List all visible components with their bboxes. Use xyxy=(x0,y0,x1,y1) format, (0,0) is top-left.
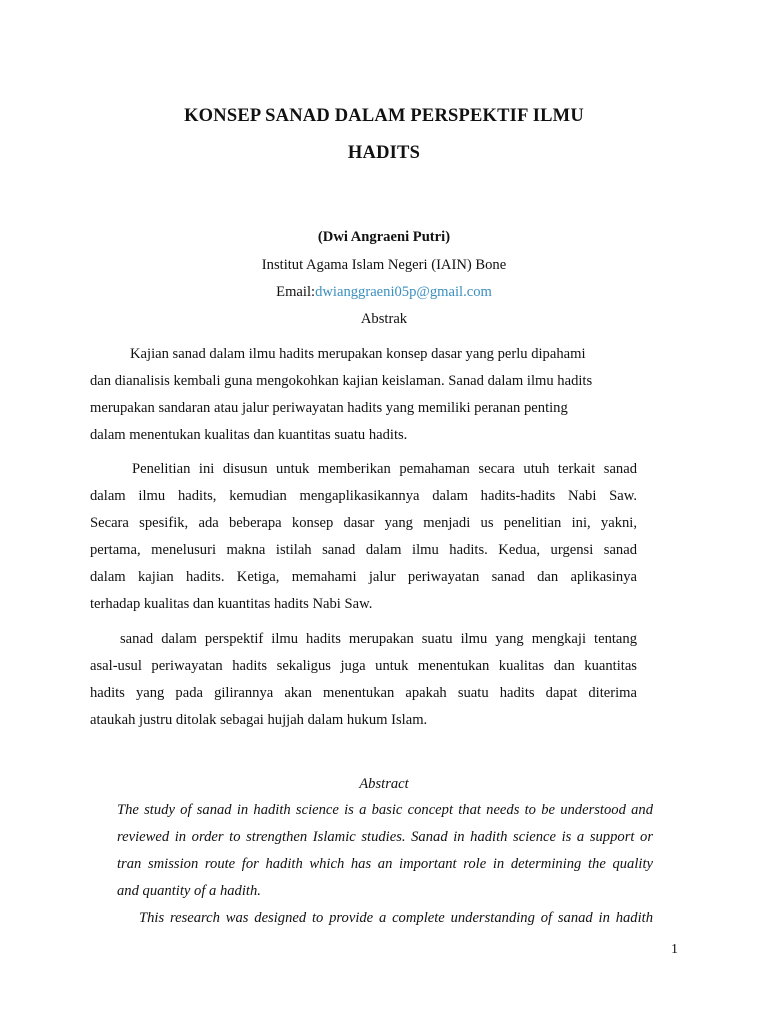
page-number: 1 xyxy=(671,942,678,957)
paragraph-line: Secara spesifik, ada beberapa konsep dasar yang menjadi us penelitian ini, yakni, xyxy=(90,515,637,531)
paragraph-line: Kajian sanad dalam ilmu hadits merupakan konsep dasar yang perlu dipahami xyxy=(130,346,586,362)
paragraph-line: dalam ilmu hadits, kemudian mengaplikasikannya dalam hadits-hadits Nabi Saw. xyxy=(90,488,637,504)
paragraph-line: dalam menentukan kualitas dan kuantitas suatu hadits. xyxy=(90,427,408,443)
abstrak-paragraph-2 xyxy=(90,456,637,618)
paper-title-line-1: KONSEP SANAD DALAM PERSPEKTIF ILMU xyxy=(184,106,584,126)
abstrak-heading: Abstrak xyxy=(360,311,408,327)
author-institution: Institut Agama Islam Negeri (IAIN) Bone xyxy=(261,257,507,273)
paragraph-line: Penelitian ini disusun untuk memberikan pemahaman secara utuh terkait sanad xyxy=(132,461,637,477)
paragraph-line: dalam kajian hadits. Ketiga, memahami jalur periwayatan sanad dan aplikasinya xyxy=(90,569,637,585)
paragraph-line: hadits yang pada gilirannya akan menentukan apakah suatu hadits dapat diterima xyxy=(90,685,637,701)
paper-title-line-2: HADITS xyxy=(347,143,421,163)
paragraph-line: pertama, menelusuri makna istilah sanad dalam ilmu hadits. Kedua, urgensi sanad xyxy=(90,542,637,558)
abstract-line: and quantity of a hadith. xyxy=(117,883,261,899)
abstract-line: The study of sanad in hadith science is a basic concept that needs to be understood and xyxy=(117,802,653,818)
abstract-heading: Abstract xyxy=(359,776,409,792)
paragraph-line: sanad dalam perspektif ilmu hadits merupakan suatu ilmu yang mengkaji tentang xyxy=(120,631,637,647)
author-email xyxy=(0,282,768,302)
english-abstract xyxy=(117,797,653,932)
email-label: Email: xyxy=(276,284,316,300)
abstrak-paragraph-3 xyxy=(90,626,637,734)
paragraph-line: merupakan sandaran atau jalur periwayatan hadits yang memiliki peranan penting xyxy=(90,400,568,416)
paragraph-line: ataukah justru ditolak sebagai hujjah dalam hukum Islam. xyxy=(90,712,428,728)
abstrak-paragraph-1 xyxy=(90,341,637,449)
email-link[interactable]: dwianggraeni05p@gmail.com xyxy=(315,284,492,300)
abstract-line: This research was designed to provide a complete understanding of sanad in hadith xyxy=(139,910,653,926)
author-name: (Dwi Angraeni Putri) xyxy=(317,229,451,245)
paragraph-line: dan dianalisis kembali guna mengokohkan kajian keislaman. Sanad dalam ilmu hadits xyxy=(90,373,593,389)
abstract-line: reviewed in order to strengthen Islamic studies. Sanad in hadith science is a support or xyxy=(117,829,653,845)
abstract-line: tran smission route for hadith which has an important role in determining the quality xyxy=(117,856,653,872)
paragraph-line: asal-usul periwayatan hadits sekaligus juga untuk menentukan kualitas dan kuantitas xyxy=(90,658,637,674)
paragraph-line: terhadap kualitas dan kuantitas hadits Nabi Saw. xyxy=(90,596,373,612)
